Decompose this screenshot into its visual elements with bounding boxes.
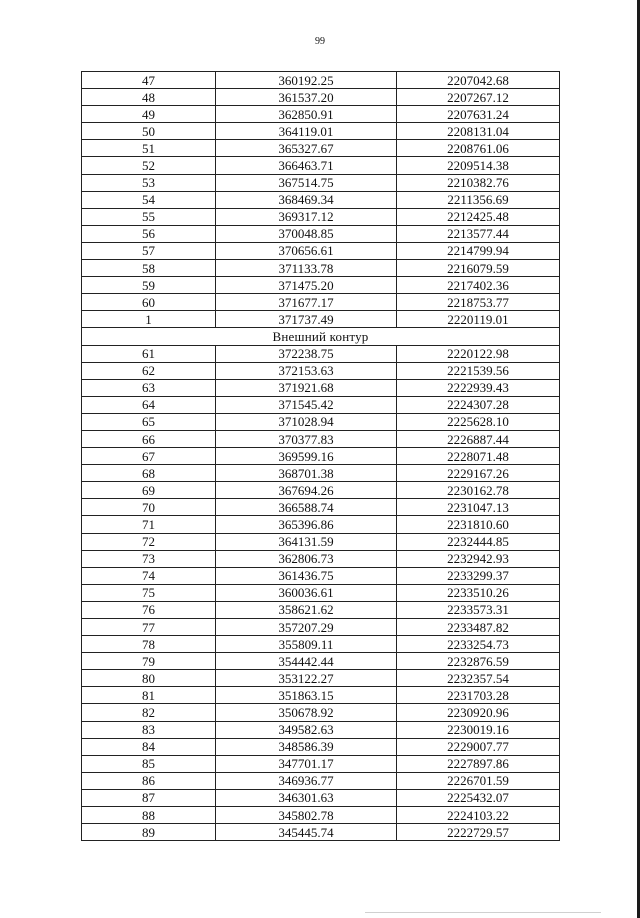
y-coordinate-cell: 2232444.85 bbox=[397, 533, 560, 550]
table-row bbox=[82, 533, 560, 550]
table-row bbox=[82, 294, 560, 311]
point-number-cell: 67 bbox=[82, 448, 216, 465]
table-row bbox=[82, 567, 560, 584]
table-row bbox=[82, 208, 560, 225]
x-coordinate-cell: 369599.16 bbox=[216, 448, 397, 465]
y-coordinate-cell: 2229007.77 bbox=[397, 738, 560, 755]
point-number-cell: 81 bbox=[82, 687, 216, 704]
x-coordinate-cell: 347701.17 bbox=[216, 755, 397, 772]
y-coordinate-cell: 2220119.01 bbox=[397, 311, 560, 328]
table-row bbox=[82, 755, 560, 772]
y-coordinate-cell: 2226887.44 bbox=[397, 430, 560, 447]
table-row bbox=[82, 448, 560, 465]
y-coordinate-cell: 2232357.54 bbox=[397, 670, 560, 687]
x-coordinate-cell: 358621.62 bbox=[216, 601, 397, 618]
y-coordinate-cell: 2232876.59 bbox=[397, 653, 560, 670]
table-row bbox=[82, 465, 560, 482]
x-coordinate-cell: 371921.68 bbox=[216, 379, 397, 396]
y-coordinate-cell: 2233254.73 bbox=[397, 636, 560, 653]
x-coordinate-cell: 372153.63 bbox=[216, 362, 397, 379]
coordinates-table bbox=[81, 71, 560, 841]
table-row bbox=[82, 807, 560, 824]
y-coordinate-cell: 2224103.22 bbox=[397, 807, 560, 824]
table-row bbox=[82, 653, 560, 670]
y-coordinate-cell: 2231810.60 bbox=[397, 516, 560, 533]
section-heading: Внешний контур bbox=[82, 328, 560, 345]
y-coordinate-cell: 2222729.57 bbox=[397, 824, 560, 841]
y-coordinate-cell: 2217402.36 bbox=[397, 277, 560, 294]
x-coordinate-cell: 367694.26 bbox=[216, 482, 397, 499]
point-number-cell: 69 bbox=[82, 482, 216, 499]
table-row bbox=[82, 225, 560, 242]
point-number-cell: 79 bbox=[82, 653, 216, 670]
table-row bbox=[82, 191, 560, 208]
table-row bbox=[82, 789, 560, 806]
y-coordinate-cell: 2216079.59 bbox=[397, 260, 560, 277]
table-row bbox=[82, 499, 560, 516]
point-number-cell: 89 bbox=[82, 824, 216, 841]
point-number-cell: 85 bbox=[82, 755, 216, 772]
point-number-cell: 70 bbox=[82, 499, 216, 516]
x-coordinate-cell: 350678.92 bbox=[216, 704, 397, 721]
point-number-cell: 74 bbox=[82, 567, 216, 584]
section-row bbox=[82, 328, 560, 345]
table-row bbox=[82, 772, 560, 789]
point-number-cell: 55 bbox=[82, 208, 216, 225]
y-coordinate-cell: 2231047.13 bbox=[397, 499, 560, 516]
y-coordinate-cell: 2221539.56 bbox=[397, 362, 560, 379]
y-coordinate-cell: 2233510.26 bbox=[397, 584, 560, 601]
x-coordinate-cell: 366588.74 bbox=[216, 499, 397, 516]
point-number-cell: 54 bbox=[82, 191, 216, 208]
point-number-cell: 75 bbox=[82, 584, 216, 601]
point-number-cell: 52 bbox=[82, 157, 216, 174]
x-coordinate-cell: 351863.15 bbox=[216, 687, 397, 704]
table-row bbox=[82, 721, 560, 738]
y-coordinate-cell: 2233487.82 bbox=[397, 619, 560, 636]
table-row bbox=[82, 619, 560, 636]
table-row bbox=[82, 413, 560, 430]
x-coordinate-cell: 354442.44 bbox=[216, 653, 397, 670]
x-coordinate-cell: 371475.20 bbox=[216, 277, 397, 294]
y-coordinate-cell: 2230920.96 bbox=[397, 704, 560, 721]
point-number-cell: 66 bbox=[82, 430, 216, 447]
point-number-cell: 56 bbox=[82, 225, 216, 242]
y-coordinate-cell: 2231703.28 bbox=[397, 687, 560, 704]
table-row bbox=[82, 824, 560, 841]
y-coordinate-cell: 2225432.07 bbox=[397, 789, 560, 806]
point-number-cell: 68 bbox=[82, 465, 216, 482]
x-coordinate-cell: 371133.78 bbox=[216, 260, 397, 277]
y-coordinate-cell: 2232942.93 bbox=[397, 550, 560, 567]
table-row bbox=[82, 430, 560, 447]
point-number-cell: 84 bbox=[82, 738, 216, 755]
point-number-cell: 63 bbox=[82, 379, 216, 396]
x-coordinate-cell: 367514.75 bbox=[216, 174, 397, 191]
section-header-body bbox=[82, 328, 560, 345]
y-coordinate-cell: 2222939.43 bbox=[397, 379, 560, 396]
page-number: 99 bbox=[315, 36, 325, 47]
table-row bbox=[82, 72, 560, 89]
y-coordinate-cell: 2207631.24 bbox=[397, 106, 560, 123]
table-body-before bbox=[82, 72, 560, 328]
y-coordinate-cell: 2226701.59 bbox=[397, 772, 560, 789]
x-coordinate-cell: 368701.38 bbox=[216, 465, 397, 482]
y-coordinate-cell: 2213577.44 bbox=[397, 225, 560, 242]
point-number-cell: 61 bbox=[82, 345, 216, 362]
y-coordinate-cell: 2209514.38 bbox=[397, 157, 560, 174]
table-row bbox=[82, 242, 560, 259]
point-number-cell: 57 bbox=[82, 242, 216, 259]
x-coordinate-cell: 364131.59 bbox=[216, 533, 397, 550]
point-number-cell: 59 bbox=[82, 277, 216, 294]
point-number-cell: 47 bbox=[82, 72, 216, 89]
table-row bbox=[82, 584, 560, 601]
y-coordinate-cell: 2208761.06 bbox=[397, 140, 560, 157]
x-coordinate-cell: 355809.11 bbox=[216, 636, 397, 653]
y-coordinate-cell: 2224307.28 bbox=[397, 396, 560, 413]
point-number-cell: 62 bbox=[82, 362, 216, 379]
point-number-cell: 64 bbox=[82, 396, 216, 413]
x-coordinate-cell: 369317.12 bbox=[216, 208, 397, 225]
x-coordinate-cell: 370048.85 bbox=[216, 225, 397, 242]
y-coordinate-cell: 2228071.48 bbox=[397, 448, 560, 465]
point-number-cell: 76 bbox=[82, 601, 216, 618]
table-row bbox=[82, 670, 560, 687]
point-number-cell: 82 bbox=[82, 704, 216, 721]
x-coordinate-cell: 349582.63 bbox=[216, 721, 397, 738]
table-row bbox=[82, 516, 560, 533]
point-number-cell: 71 bbox=[82, 516, 216, 533]
y-coordinate-cell: 2233299.37 bbox=[397, 567, 560, 584]
table-row bbox=[82, 260, 560, 277]
point-number-cell: 83 bbox=[82, 721, 216, 738]
table-row bbox=[82, 311, 560, 328]
point-number-cell: 58 bbox=[82, 260, 216, 277]
table-row bbox=[82, 636, 560, 653]
table-row bbox=[82, 174, 560, 191]
table-row bbox=[82, 704, 560, 721]
x-coordinate-cell: 365327.67 bbox=[216, 140, 397, 157]
x-coordinate-cell: 366463.71 bbox=[216, 157, 397, 174]
y-coordinate-cell: 2211356.69 bbox=[397, 191, 560, 208]
point-number-cell: 51 bbox=[82, 140, 216, 157]
x-coordinate-cell: 368469.34 bbox=[216, 191, 397, 208]
x-coordinate-cell: 370377.83 bbox=[216, 430, 397, 447]
x-coordinate-cell: 371677.17 bbox=[216, 294, 397, 311]
table-body-after bbox=[82, 345, 560, 841]
x-coordinate-cell: 371028.94 bbox=[216, 413, 397, 430]
table-row bbox=[82, 106, 560, 123]
x-coordinate-cell: 346301.63 bbox=[216, 789, 397, 806]
table-row bbox=[82, 687, 560, 704]
x-coordinate-cell: 353122.27 bbox=[216, 670, 397, 687]
x-coordinate-cell: 360036.61 bbox=[216, 584, 397, 601]
point-number-cell: 48 bbox=[82, 89, 216, 106]
y-coordinate-cell: 2227897.86 bbox=[397, 755, 560, 772]
x-coordinate-cell: 362806.73 bbox=[216, 550, 397, 567]
x-coordinate-cell: 370656.61 bbox=[216, 242, 397, 259]
x-coordinate-cell: 371737.49 bbox=[216, 311, 397, 328]
table-row bbox=[82, 601, 560, 618]
point-number-cell: 80 bbox=[82, 670, 216, 687]
point-number-cell: 65 bbox=[82, 413, 216, 430]
point-number-cell: 88 bbox=[82, 807, 216, 824]
x-coordinate-cell: 357207.29 bbox=[216, 619, 397, 636]
x-coordinate-cell: 345445.74 bbox=[216, 824, 397, 841]
x-coordinate-cell: 361436.75 bbox=[216, 567, 397, 584]
y-coordinate-cell: 2230162.78 bbox=[397, 482, 560, 499]
point-number-cell: 77 bbox=[82, 619, 216, 636]
x-coordinate-cell: 345802.78 bbox=[216, 807, 397, 824]
y-coordinate-cell: 2212425.48 bbox=[397, 208, 560, 225]
x-coordinate-cell: 372238.75 bbox=[216, 345, 397, 362]
y-coordinate-cell: 2210382.76 bbox=[397, 174, 560, 191]
y-coordinate-cell: 2207042.68 bbox=[397, 72, 560, 89]
y-coordinate-cell: 2214799.94 bbox=[397, 242, 560, 259]
table-row bbox=[82, 738, 560, 755]
table-row bbox=[82, 140, 560, 157]
point-number-cell: 78 bbox=[82, 636, 216, 653]
y-coordinate-cell: 2207267.12 bbox=[397, 89, 560, 106]
table-row bbox=[82, 482, 560, 499]
table-row bbox=[82, 123, 560, 140]
table-row bbox=[82, 379, 560, 396]
table-row bbox=[82, 396, 560, 413]
table-row bbox=[82, 345, 560, 362]
point-number-cell: 72 bbox=[82, 533, 216, 550]
y-coordinate-cell: 2230019.16 bbox=[397, 721, 560, 738]
table-row bbox=[82, 550, 560, 567]
point-number-cell: 73 bbox=[82, 550, 216, 567]
point-number-cell: 53 bbox=[82, 174, 216, 191]
x-coordinate-cell: 371545.42 bbox=[216, 396, 397, 413]
table-row bbox=[82, 277, 560, 294]
y-coordinate-cell: 2233573.31 bbox=[397, 601, 560, 618]
y-coordinate-cell: 2218753.77 bbox=[397, 294, 560, 311]
y-coordinate-cell: 2208131.04 bbox=[397, 123, 560, 140]
point-number-cell: 49 bbox=[82, 106, 216, 123]
point-number-cell: 86 bbox=[82, 772, 216, 789]
point-number-cell: 1 bbox=[82, 311, 216, 328]
y-coordinate-cell: 2220122.98 bbox=[397, 345, 560, 362]
table-row bbox=[82, 157, 560, 174]
x-coordinate-cell: 346936.77 bbox=[216, 772, 397, 789]
table-row bbox=[82, 89, 560, 106]
footer-line bbox=[365, 912, 601, 913]
x-coordinate-cell: 348586.39 bbox=[216, 738, 397, 755]
point-number-cell: 50 bbox=[82, 123, 216, 140]
point-number-cell: 87 bbox=[82, 789, 216, 806]
y-coordinate-cell: 2229167.26 bbox=[397, 465, 560, 482]
x-coordinate-cell: 365396.86 bbox=[216, 516, 397, 533]
table-row bbox=[82, 362, 560, 379]
x-coordinate-cell: 360192.25 bbox=[216, 72, 397, 89]
x-coordinate-cell: 361537.20 bbox=[216, 89, 397, 106]
y-coordinate-cell: 2225628.10 bbox=[397, 413, 560, 430]
x-coordinate-cell: 364119.01 bbox=[216, 123, 397, 140]
x-coordinate-cell: 362850.91 bbox=[216, 106, 397, 123]
point-number-cell: 60 bbox=[82, 294, 216, 311]
